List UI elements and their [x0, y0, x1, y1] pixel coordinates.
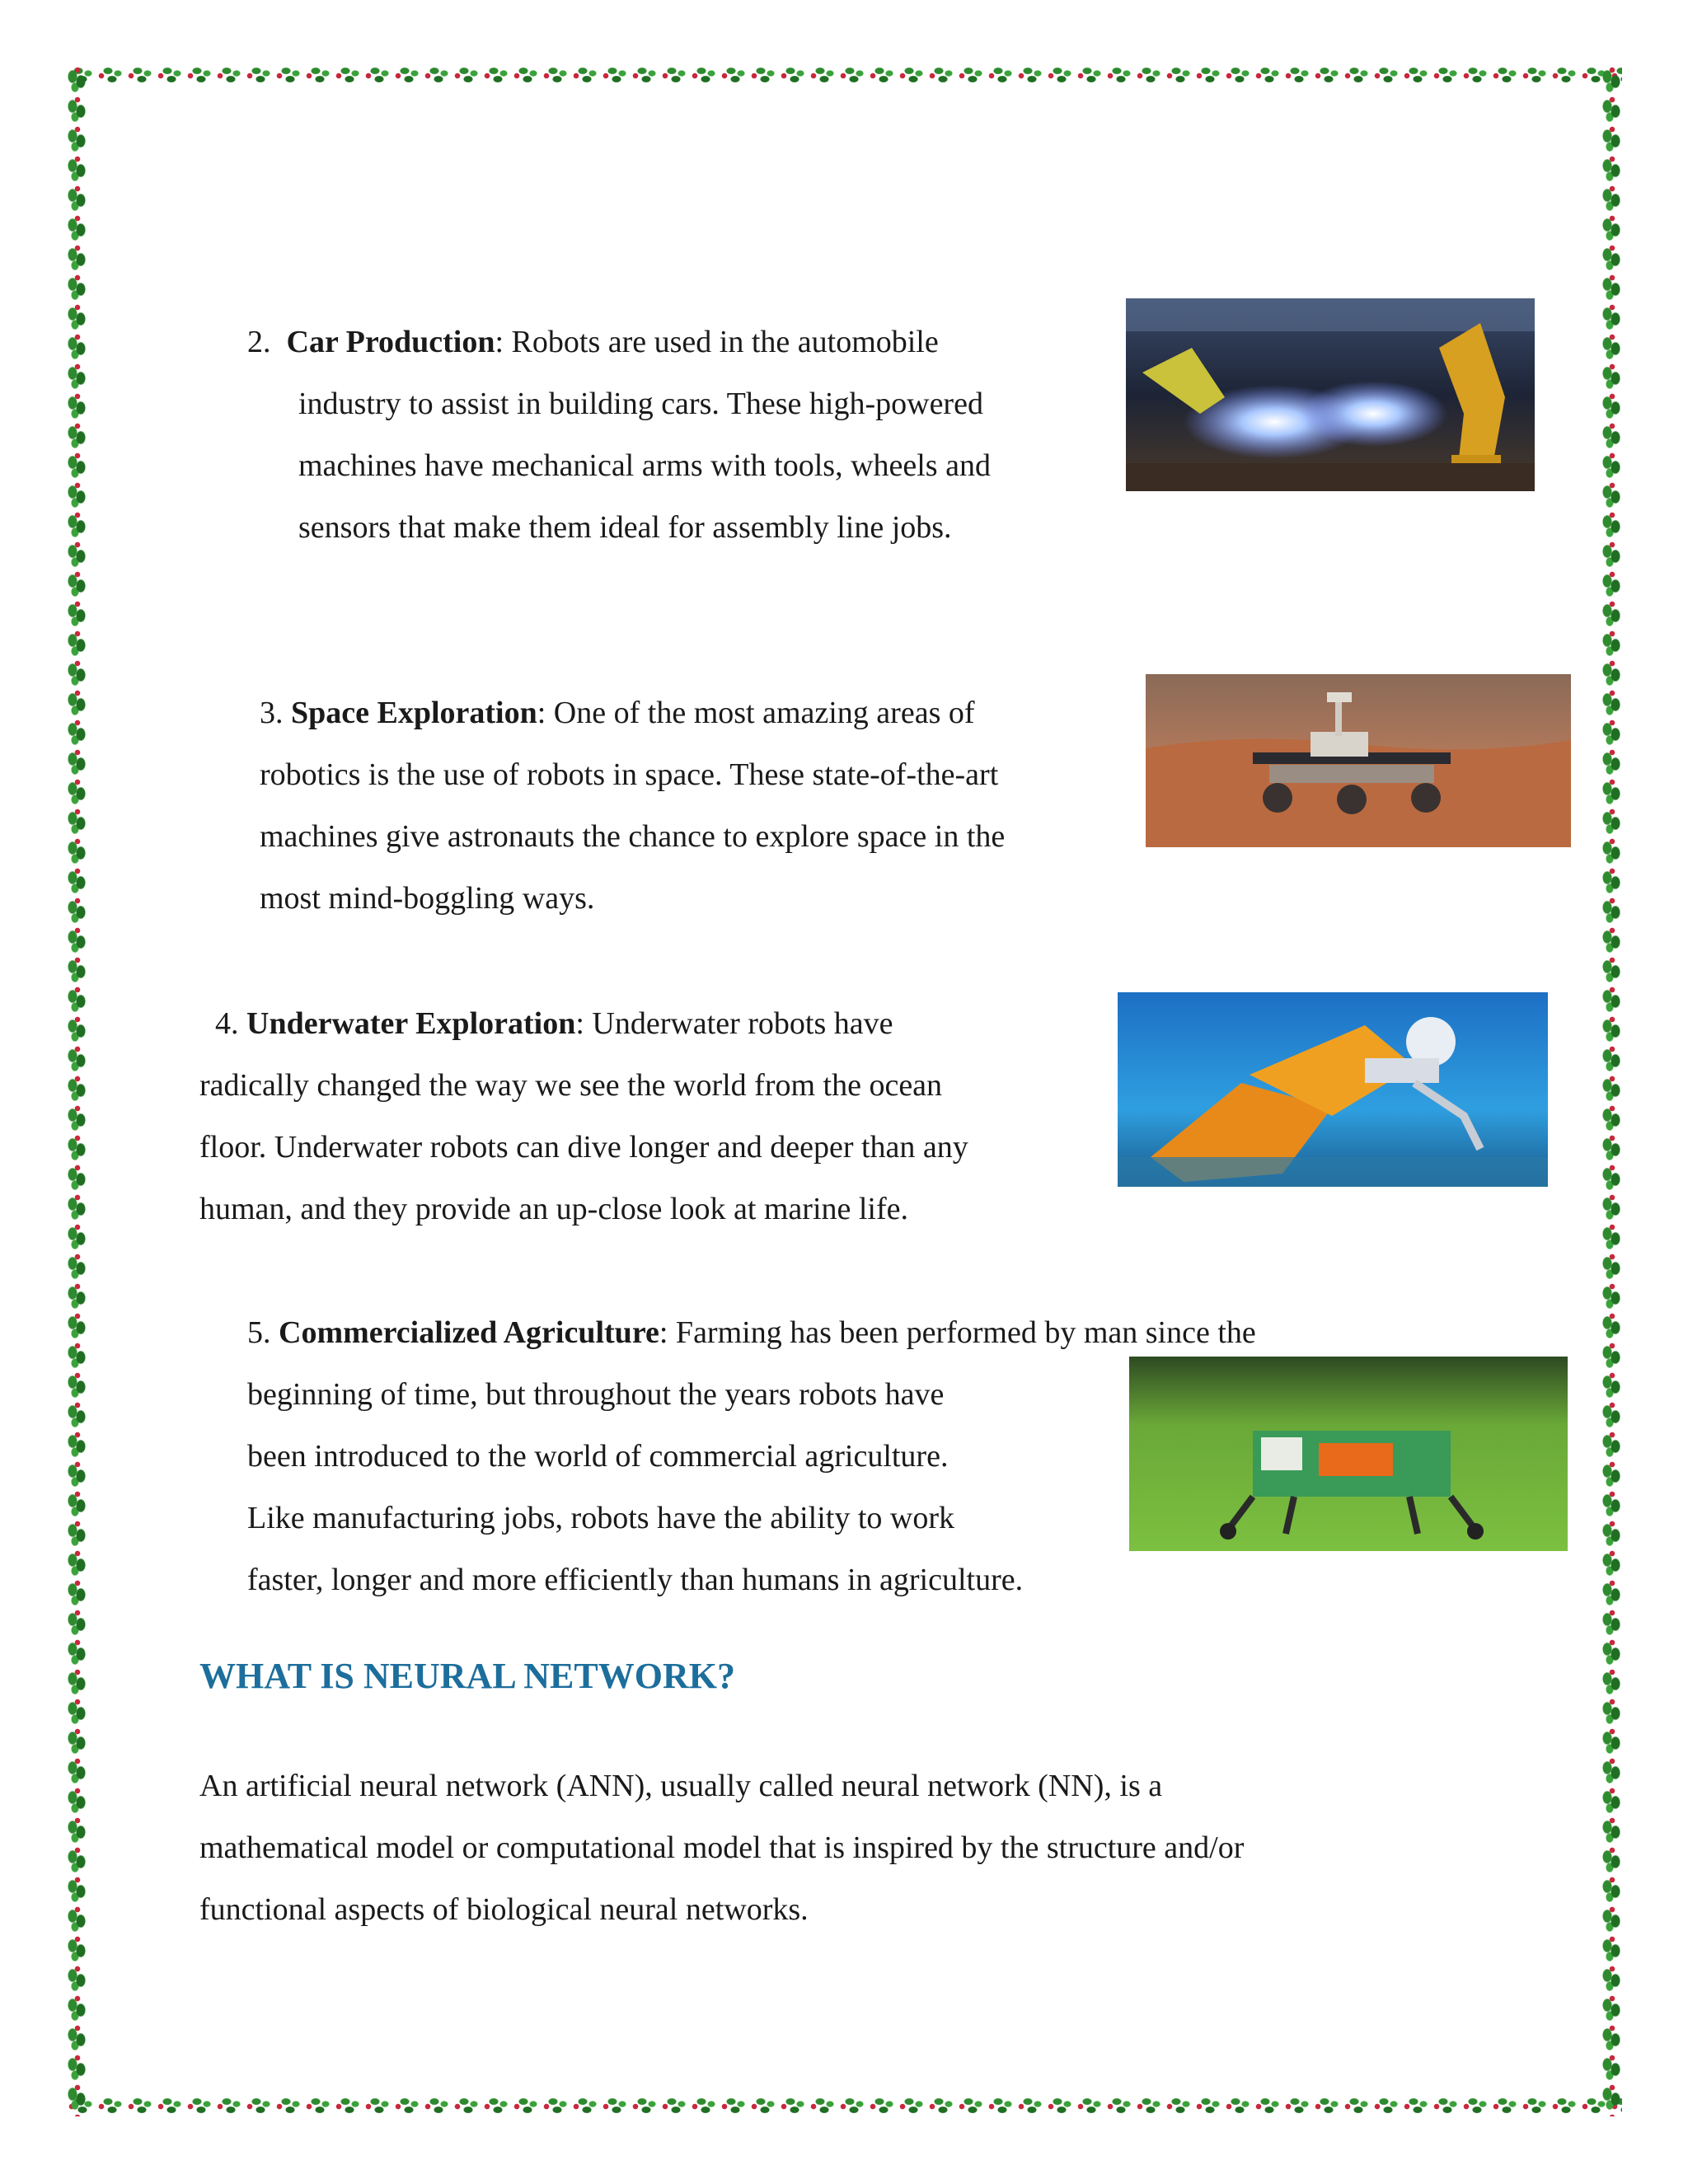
car-assembly-robots-photo: [1126, 298, 1535, 491]
item-space-exploration: 3. Space Exploration: One of the most amazing areas of robotics is the use of robots in space. These state-of-the-art machines give astronauts the chance to explore space in the most mind-boggling ways.: [260, 682, 1005, 930]
item-number: 2.: [247, 325, 271, 359]
item-commercialized-agriculture: 5. Commercialized Agriculture: Farming has been performed by man since the beginning of time, but throughout the years robots have been introduced to the world of commercial agriculture. Like manufacturing jobs, robots have the ability to work faster, longer and more efficiently than humans in agriculture.: [247, 1302, 1256, 1611]
item-title: Space Exploration: [291, 696, 537, 730]
border-right: [1601, 64, 1622, 2116]
section-heading: WHAT IS NEURAL NETWORK?: [199, 1656, 735, 1696]
mars-rover-photo: [1146, 674, 1571, 847]
item-number: 4.: [215, 1006, 239, 1041]
border-bottom: [66, 2095, 1622, 2116]
border-top: [66, 64, 1622, 86]
underwater-robot-photo: [1118, 992, 1548, 1187]
item-title: Car Production: [286, 325, 495, 359]
item-title: Commercialized Agriculture: [279, 1315, 659, 1350]
item-number: 3.: [260, 696, 284, 730]
neural-network-paragraph: An artificial neural network (ANN), usually called neural network (NN), is a mathematical model or computational model that is inspired by the structure and/or functional aspects of biological neural networks.: [199, 1769, 1245, 1927]
item-number: 5.: [247, 1315, 271, 1350]
border-left: [66, 64, 87, 2116]
item-title: Underwater Exploration: [246, 1006, 576, 1041]
farm-robot-photo: [1129, 1357, 1568, 1551]
item-car-production: 2. Car Production: Robots are used in the automobile industry to assist in building cars. These high-powered machines have mechanical arms with tools, wheels and sensors that make them ideal for assembly line jobs.: [247, 312, 991, 559]
item-underwater-exploration: 4. Underwater Exploration: Underwater robots have radically changed the way we see the world from the ocean floor. Underwater robots can dive longer and deeper than any human, and they provide an up-close look at marine life.: [199, 993, 968, 1240]
